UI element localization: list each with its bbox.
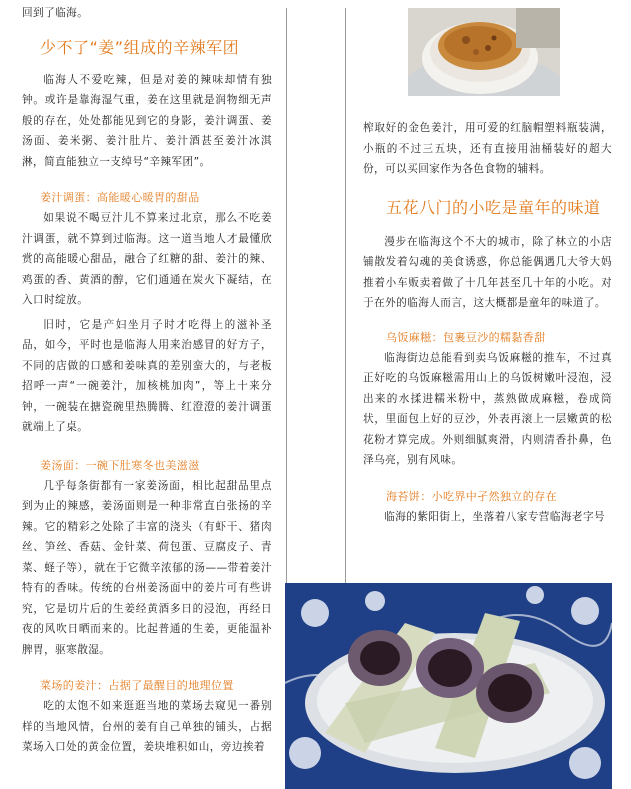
para-seaweed-cake: 临海的紫阳街上，坐落着八家专营临海老字号 — [384, 510, 606, 523]
intro-tail-text: 回到了临海。 — [22, 7, 89, 19]
para-ginger-noodle: 几乎每条街都有一家姜汤面，相比起甜品里点到为止的辣感，姜汤面则是一种非常直白张扬的辛辣。它的精彩之处除了丰富的浇头（有虾干、猪肉丝、笋丝、香菇、金针菜、荷包蛋、豆腐皮子、青菜、蛏子等），就在于它微辛浓郁的汤——带着姜汁特有的香味。传统的台州姜汤面中的姜片可有些讲究，它是切片后的生姜经黄酒多日的浸泡，再经日夜的风吹日晒而来的。比起普通的生姜，更能温补脾胃，驱寒散湿。 — [22, 479, 272, 656]
subtitle-ginger-noodle: 姜汤面：一碗下肚寒冬也美滋滋 — [40, 458, 200, 472]
left-column — [22, 0, 272, 758]
ginger-dessert-photo — [408, 8, 560, 96]
para-ginger-egg-2: 旧时，它是产妇坐月子时才吃得上的滋补圣品，如今，平时也是临海人用来治感冒的好方子，不同的店做的口感和姜味真的差别蛮大的，与老板招呼一声“一碗姜汁，加核桃加肉”，等上十来分钟，一碗装在搪瓷碗里热腾腾、红澄澄的姜汁调蛋就端上了桌。 — [22, 318, 272, 433]
para-market-ginger: 吃的太饱不如来逛逛当地的菜场去窥见一番别样的当地风情，台州的姜有自己单独的铺头，占据菜场入口处的黄金位置，姜块堆积如山，旁边挨着 — [22, 700, 272, 753]
para-black-rice-cake: 临海街边总能看到卖乌饭麻糍的推车，不过真正好吃的乌饭麻糍需用山上的乌饭树嫩叶浸泡，浸出来的水揉进糯米粉中，蒸熟做成麻糍，卷成筒状，里面包上好的豆沙，外表再滚上一层嫩黄的松花粉才算完成。外则细腻爽滑，内则清香扑鼻，色泽乌亮，别有风味。 — [363, 351, 612, 466]
black-rice-cake-photo — [285, 583, 612, 789]
para-ginger-juice-cont: 榨取好的金色姜汁，用可爱的红脑帽塑料瓶装满，小瓶的不过三五块，还有直接用油桶装好的超大份，可以买回家作为各色食物的辅料。 — [363, 122, 612, 175]
section-para-ginger: 临海人不爱吃辣，但是对姜的辣味却情有独钟。或许是靠海湿气重，姜在这里就是润物细无声般的存在，处处都能见到它的身影，姜汁调蛋、姜汤面、姜米粥、姜汁肚片、姜汁酒甚至姜汁冰淇淋，简直能独立一支绰号“辛辣军团”。 — [22, 73, 272, 168]
section-title-snacks: 五花八门的小吃是童年的味道 — [386, 197, 601, 217]
subtitle-market-ginger: 菜场的姜汁：占据了最醒目的地理位置 — [40, 679, 234, 692]
section-para-snacks: 漫步在临海这个不大的城市，除了林立的小店铺散发着勾魂的美食诱惑，你总能偶遇几大爷大妈推着小车贩卖着做了十几年甚至几十年的小吃。对于在外的临海人而言，这大概都是童年的味道了。 — [363, 235, 612, 309]
right-column — [363, 118, 612, 527]
section-title-ginger: 少不了“姜”组成的辛辣军团 — [40, 37, 240, 57]
subtitle-ginger-egg: 姜汁调蛋：高能暖心暖胃的甜品 — [40, 191, 200, 204]
subtitle-seaweed-cake: 海苔饼：小吃界中孑然独立的存在 — [386, 489, 557, 503]
subtitle-black-rice-cake: 乌饭麻糍：包裹豆沙的糯黏香甜 — [386, 330, 546, 344]
para-ginger-egg-1: 如果说不喝豆汁儿不算来过北京，那么不吃姜汁调蛋，就不算到过临海。这一道当地人才最懂欣赏的高能暖心甜品，融合了红糖的甜、姜汁的辣、鸡蛋的香、黄酒的醇，它们通通在炭火下凝结，在入口时绽放。 — [22, 212, 272, 306]
